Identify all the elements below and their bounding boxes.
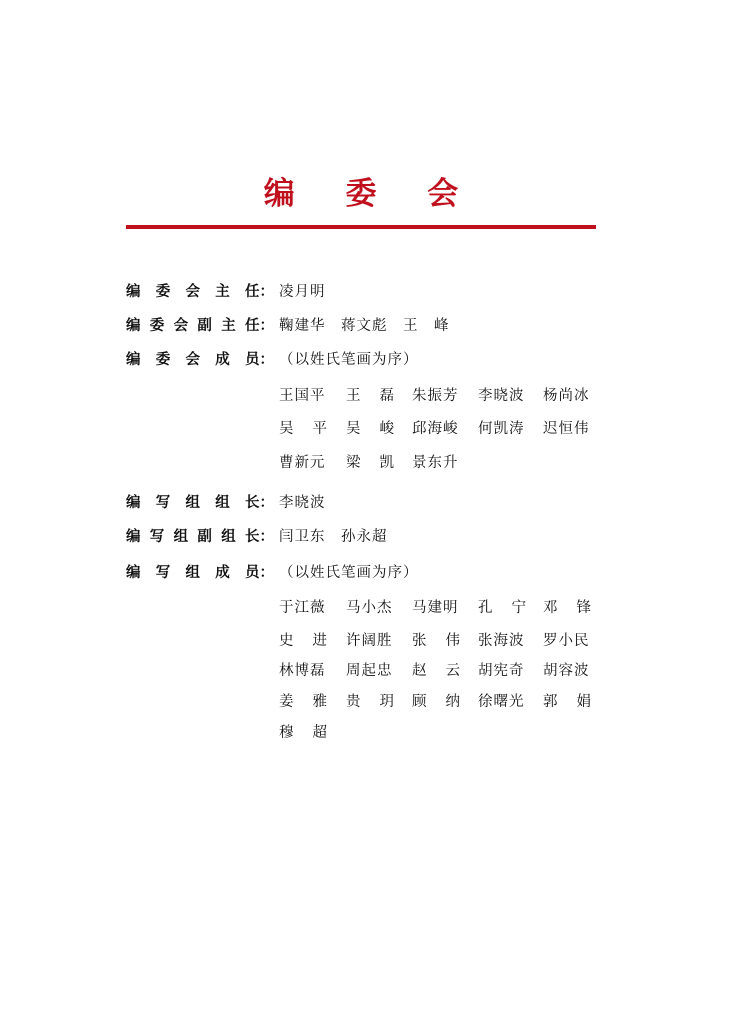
- committee-director-label: [126, 280, 274, 304]
- label-char: 长: [245, 495, 260, 511]
- title-divider: [126, 225, 596, 229]
- label-char: 主: [215, 284, 230, 300]
- writing-member-name: 顾 纳: [412, 694, 460, 710]
- committee-member-row: [279, 451, 594, 475]
- writing-member-name: 史 进: [279, 633, 327, 649]
- label-char: 员: [245, 352, 260, 368]
- committee-member-name: 朱振芳: [412, 388, 459, 404]
- committee-members-note: （以姓氏笔画为序）: [279, 352, 419, 368]
- committee-deputy-director-label: [126, 314, 274, 338]
- label-char: 写: [155, 495, 171, 511]
- label-char: 写: [155, 565, 171, 581]
- writing-member-name: 于江薇: [279, 600, 326, 616]
- writing-member-name: 穆 超: [279, 725, 327, 741]
- committee-deputy-director-value: 鞠建华 蒋文彪 王 峰: [279, 318, 450, 334]
- writing-member-name: 周起忠: [346, 663, 393, 679]
- label-char: 组: [221, 529, 236, 545]
- label-char: 副: [197, 318, 212, 334]
- label-text: [126, 491, 260, 515]
- label-char: 成: [215, 352, 230, 368]
- label-char: 委: [155, 352, 171, 368]
- committee-director-value: 凌月明: [279, 284, 326, 300]
- label-colon: ：: [259, 284, 274, 300]
- label-colon: ：: [259, 529, 274, 545]
- writing-member-row: [279, 690, 594, 714]
- committee-member-name: 梁 凯: [346, 455, 394, 471]
- writing-member-name: 姜 雅: [279, 694, 327, 710]
- writing-member-name: 马建明: [412, 600, 459, 616]
- writing-member-name: 胡容波: [543, 663, 590, 679]
- label-char: 组: [215, 495, 230, 511]
- committee-member-row: [279, 417, 594, 441]
- writing-member-row: [279, 659, 594, 683]
- label-colon: ：: [259, 318, 274, 334]
- writing-leader-label: [126, 491, 274, 515]
- writing-deputy-leader-label: [126, 525, 274, 549]
- committee-member-name: 景东升: [412, 455, 459, 471]
- label-char: 副: [197, 529, 212, 545]
- writing-member-name: 贵 玥: [346, 694, 394, 710]
- committee-member-name: 邱海峻: [412, 421, 459, 437]
- label-char: 会: [173, 318, 189, 334]
- writing-member-name: 林博磊: [279, 663, 326, 679]
- label-char: 编: [126, 352, 141, 368]
- writing-member-name: 罗小民: [543, 633, 590, 649]
- writing-member-name: 赵 云: [412, 663, 460, 679]
- label-colon: ：: [259, 495, 274, 511]
- label-char: 组: [185, 495, 200, 511]
- label-text: [126, 314, 260, 338]
- page-title: 编 委 会: [263, 176, 479, 212]
- committee-members-label: [126, 348, 274, 372]
- label-char: 会: [185, 352, 200, 368]
- writing-member-row: [279, 596, 594, 620]
- writing-member-name: 马小杰: [346, 600, 393, 616]
- writing-member-name: 邓 锋: [543, 600, 591, 616]
- label-char: 会: [185, 284, 200, 300]
- label-char: 编: [126, 284, 141, 300]
- label-char: 编: [126, 529, 141, 545]
- label-colon: ：: [259, 565, 274, 581]
- committee-member-name: 曹新元: [279, 455, 326, 471]
- committee-member-name: 杨尚冰: [543, 388, 590, 404]
- label-char: 组: [185, 565, 200, 581]
- writing-member-name: 张海波: [478, 633, 525, 649]
- writing-members-note: （以姓氏笔画为序）: [279, 565, 419, 581]
- label-char: 编: [126, 495, 141, 511]
- committee-member-name: 吴 平: [279, 421, 327, 437]
- label-char: 委: [155, 284, 171, 300]
- writing-member-name: 徐曙光: [478, 694, 525, 710]
- label-text: [126, 561, 260, 585]
- label-text: [126, 525, 260, 549]
- label-char: 编: [126, 318, 141, 334]
- writing-member-name: 郭 娟: [543, 694, 591, 710]
- label-char: 编: [126, 565, 141, 581]
- writing-members-label: [126, 561, 274, 585]
- label-colon: ：: [259, 352, 274, 368]
- committee-member-name: 李晓波: [478, 388, 525, 404]
- label-char: 成: [215, 565, 230, 581]
- label-char: 任: [245, 284, 260, 300]
- label-char: 长: [244, 529, 260, 545]
- writing-leader-value: 李晓波: [279, 495, 326, 511]
- writing-deputy-leader-value: 闫卫东 孙永超: [279, 529, 388, 545]
- committee-member-name: 迟恒伟: [543, 421, 590, 437]
- writing-member-name: 孔 宁: [478, 600, 526, 616]
- writing-member-name: 张 伟: [412, 633, 460, 649]
- label-char: 任: [244, 318, 260, 334]
- label-text: [126, 280, 260, 304]
- label-char: 写: [149, 529, 165, 545]
- committee-member-row: [279, 384, 594, 408]
- writing-member-row: [279, 629, 594, 653]
- label-char: 委: [149, 318, 165, 334]
- writing-member-name: 胡宪奇: [478, 663, 525, 679]
- label-char: 员: [245, 565, 260, 581]
- writing-member-name: 许阔胜: [346, 633, 393, 649]
- committee-member-name: 吴 峻: [346, 421, 394, 437]
- label-text: [126, 348, 260, 372]
- committee-member-name: 王国平: [279, 388, 326, 404]
- label-char: 组: [173, 529, 189, 545]
- label-char: 主: [221, 318, 236, 334]
- committee-member-name: 王 磊: [346, 388, 394, 404]
- writing-member-row: [279, 721, 594, 745]
- committee-member-name: 何凯涛: [478, 421, 525, 437]
